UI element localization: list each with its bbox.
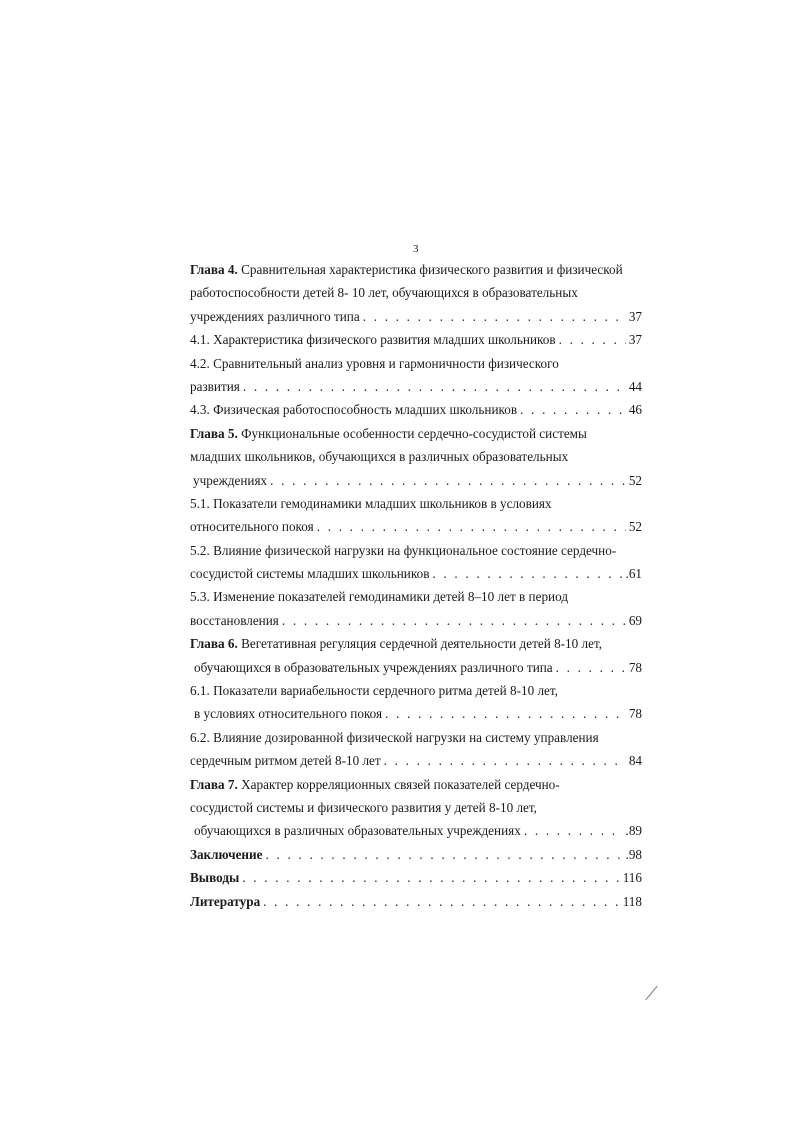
toc-page-ref: 116 — [622, 870, 642, 886]
toc-section-4-1: 4.1. Характеристика физического развития младших школьников . . . 37 — [190, 328, 642, 351]
chapter-6-label: Глава 6. — [190, 636, 238, 652]
toc-section-4-3: 4.3. Физическая работоспособность младших школьников . . . 46 — [190, 398, 642, 421]
toc-page-ref: 78 — [628, 706, 642, 722]
chapter-7-label: Глава 7. — [190, 776, 238, 792]
toc-section-5-3-line-1: 5.3. Изменение показателей гемодинамики детей 8–10 лет в период — [190, 589, 569, 605]
toc-page-ref: 118 — [622, 893, 642, 909]
leader-dots — [556, 656, 626, 679]
leader-dots — [520, 398, 626, 421]
toc-section-6-2-line-2: сердечным ритмом детей 8-10 лет . . . 84 — [190, 749, 642, 772]
leader-dots — [559, 328, 626, 351]
toc-page-ref: 84 — [628, 753, 642, 769]
leader-dots — [363, 305, 626, 328]
toc-chapter-6-line-2: обучающихся в образовательных учреждениях различного типа . . . 78 — [190, 656, 642, 679]
leader-dots — [270, 469, 626, 492]
toc-section-6-1-line-1: 6.1. Показатели вариабельности сердечного ритма детей 8-10 лет, — [190, 683, 558, 699]
leader-dots — [317, 515, 626, 538]
chapter-4-label: Глава 4. — [190, 262, 238, 277]
leader-dots — [385, 702, 626, 725]
toc-chapter-5-line-1: Глава 5. Функциональные особенности сердечно-сосудистой системы — [190, 425, 587, 441]
scan-artifact-mark — [645, 986, 657, 1000]
toc-section-4-2-line-2: развития . . . 44 — [190, 375, 642, 398]
toc-conclusion: Заключение . . . .98 — [190, 843, 642, 866]
toc-chapter-7-line-3: обучающихся в различных образовательных учреждениях . . . .89 — [190, 819, 642, 842]
toc-section-5-2-line-1: 5.2. Влияние физической нагрузки на функциональное состояние сердечно- — [190, 542, 617, 558]
toc-page-ref: 69 — [628, 612, 642, 628]
toc-section-5-1-line-1: 5.1. Показатели гемодинамики младших школьников в условиях — [190, 495, 552, 511]
table-of-contents — [190, 258, 642, 913]
toc-page-ref: 37 — [628, 332, 642, 348]
toc-chapter-5-line-3: учреждениях . . . 52 — [190, 469, 642, 492]
leader-dots — [282, 609, 626, 632]
chapter-5-label: Глава 5. — [190, 425, 238, 441]
toc-page-ref: .61 — [625, 566, 642, 582]
toc-page-ref: 44 — [628, 378, 642, 394]
toc-chapter-4-line-1: Глава 4. Сравнительная характеристика физического развития и физической — [190, 262, 623, 277]
toc-literature: Литература . . . 118 — [190, 890, 642, 913]
leader-dots — [242, 866, 619, 889]
toc-chapter-7-line-2: сосудистой системы и физического развития у детей 8-10 лет, — [190, 799, 537, 815]
toc-page-ref: 37 — [628, 308, 642, 324]
toc-chapter-6-line-1: Глава 6. Вегетативная регуляция сердечной деятельности детей 8-10 лет, — [190, 636, 603, 652]
leader-dots — [243, 375, 626, 398]
toc-chapter-5-line-2: младших школьников, обучающихся в различных образовательных — [190, 449, 569, 465]
toc-chapter-7-line-1: Глава 7. Характер корреляционных связей показателей сердечно- — [190, 776, 560, 792]
toc-page-ref: 46 — [628, 402, 642, 418]
leader-dots — [432, 562, 622, 585]
toc-page-ref: .98 — [625, 846, 642, 862]
toc-section-6-2-line-1: 6.2. Влияние дозированной физической нагрузки на систему управления — [190, 729, 599, 745]
toc-page-ref: .89 — [625, 823, 642, 839]
toc-page-ref: 52 — [628, 519, 642, 535]
toc-section-5-2-line-2: сосудистой системы младших школьников . . . .61 — [190, 562, 642, 585]
page-number: 3 — [413, 243, 419, 255]
toc-findings: Выводы . . . 116 — [190, 866, 642, 889]
toc-chapter-4-line-2: работоспособности детей 8- 10 лет, обучающихся в образовательных — [190, 285, 578, 301]
leader-dots — [384, 749, 626, 772]
toc-page-ref: 78 — [628, 659, 642, 675]
toc-section-5-1-line-2: относительного покоя . . . 52 — [190, 515, 642, 538]
toc-section-4-2-line-1: 4.2. Сравнительный анализ уровня и гармоничности физического — [190, 355, 559, 371]
toc-chapter-4-line-3: учреждениях различного типа . . . 37 — [190, 305, 642, 328]
toc-page-ref: 52 — [628, 472, 642, 488]
toc-section-6-1-line-2: в условиях относительного покоя . . . 78 — [190, 702, 642, 725]
leader-dots — [524, 819, 623, 842]
leader-dots — [265, 843, 622, 866]
toc-section-5-3-line-2: восстановления . . . 69 — [190, 609, 642, 632]
leader-dots — [263, 890, 620, 913]
